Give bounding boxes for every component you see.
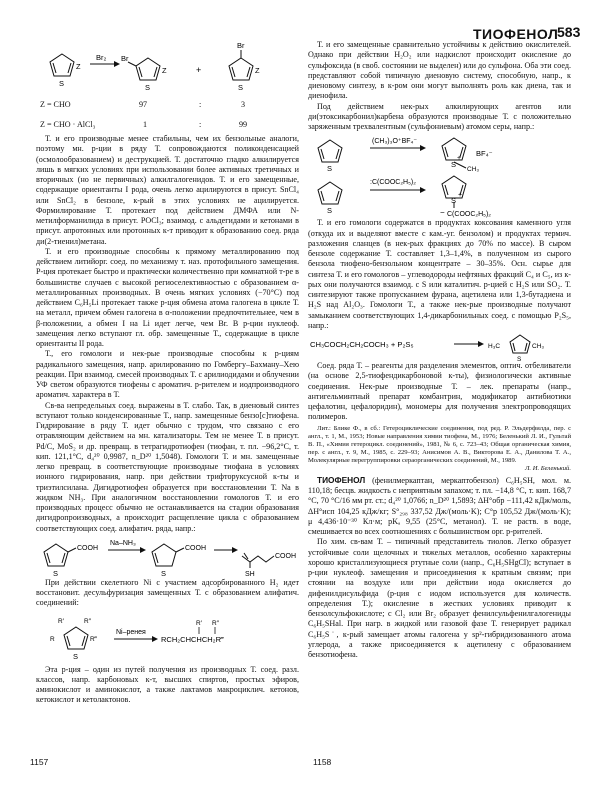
running-head-title: ТИОФЕНОЛ <box>473 26 559 42</box>
thiophene-r-double-prime: R″ <box>84 617 91 625</box>
row2-value-b: 99 <box>239 120 248 129</box>
bromination-reagent: Br₂ <box>96 53 107 62</box>
sulfonium-charge: + <box>457 155 462 163</box>
start-substituent-z: Z <box>76 62 81 71</box>
methyl-group: CH₃ <box>467 166 480 173</box>
left-column <box>36 40 299 706</box>
desulfurization-product: RCH₂CHCHCH₂R‴ <box>161 634 224 644</box>
svg-text:S: S <box>517 356 522 361</box>
bromination-structures <box>36 40 299 96</box>
thiophene-r: R <box>50 635 55 643</box>
paragraph-alkylation: Т. и его производные менее стабильны, чем их бензольные аналоги, поэтому мн. р-ции в ряду Т. сопровождаются поликонденсацией (осмолообразованием) и деструкцией. Т. достаточно гладко алкилируется лишь в мягких условиях при использовании более активных третичных и вторичных (но не первичных) алкилгалогенидов. Т. и его замещенные, содержащие ориентанты I рода, очень легко ацилируются в присут. SnCl₄ или SnCl₂ в бензоле, к-рый в этих условиях не ацилируется. Формилирование Т. протекает под действием ДМФА или N-метилформанилида в присут. POCl₃; взаимод. с альдегидами и кетонами в присут. апротонных или протонных к-т приводит к образованию соед. ряда ди(2-тиенил)метана. <box>36 134 299 246</box>
ylide-structures <box>308 172 571 218</box>
product-methyl-right: CH₃ <box>532 343 545 350</box>
paragraph-oxidation: Т. и его замещенные сравнительно устойчивы к действию окислителей. Однако при действии H₂O₂ или надкислот происходит окисление до сульфоксида (в своб. состоянии не выделен) или до сульфона. Оба эти соед. представляют собой типичную диеновую систему, способную, напр., к диеновому синтезу, в к-ром они могут выполнять роль как диена, так и диенофила. <box>308 40 571 101</box>
paragraph-desulfurization: При действии скелетного Ni с участием адсорбированного H₂ идет восстановит. десульфуризация замещенных Т. с образованием алифатич. соединений: <box>36 577 299 608</box>
svg-text:S: S <box>161 568 167 578</box>
plus-sign: + <box>196 65 202 75</box>
svg-text:S: S <box>327 164 333 173</box>
row1-label: Z = CHO <box>40 100 71 109</box>
footer-page-left: 1157 <box>30 757 49 767</box>
ylide-carbon-group: C(COOC₂H₅)₂ <box>447 211 492 219</box>
running-head-page-number: 583 <box>557 24 581 40</box>
row2-label: Z = CHO · AlCl₃ <box>40 120 96 129</box>
acid3-group: COOH <box>275 552 296 560</box>
reduction-scheme <box>36 534 299 578</box>
thiophene-methylation-start <box>318 140 342 162</box>
row1-separator: : <box>199 100 202 109</box>
reduction-reagent: Na–NH₃ <box>110 539 136 547</box>
paal-knorr-equation <box>308 331 571 361</box>
carbene-reagent: :C(COOC₂H₅)₂ <box>370 179 416 187</box>
paragraph-applications-synthesis: Эта р-ция – один из путей получения из производных Т. соед. разл. классов, напр. карбоновых к-т, высших спиртов, простых эфиров, аминокислот и аминокислот, а также лактамов макроциклич. кетонов, кетокислот и кетолактонов. <box>36 664 299 705</box>
entry-headword: ТИОФЕНОЛ <box>317 474 366 485</box>
paragraph-hydrogenation: Св-ва непредельных соед. выражены в Т. слабо. Так, в диеновый синтез вступают только конденсированные Т., напр. замещенные бензо[c]тиофена. Гидрирование в ряду Т. идет обычно с трудом, что связано с его отравляющим действием на мн. катализаторы. Тем не менее Т. в присут. Pd/C, MoS₂ и др. превращ. в тетрагидротиофен (тиофан, т. пл. −96,2°C, т. кип. 121,1°C, d₄²⁰ 0,9987, n_D²⁰ 1,5048). Гомологи Т. и мн. замещенные легко превращ. в соответствующие производные тиофана в условиях ионного гидрирования, напр. при действии трифторуксусной к-ты и триэтилсилана. Дигидротиофен образуется при восстановлении Т. Na в жидком NH₃. При аналогичном восстановлении гомологов Т. и его производных процесс обычно не останавливается на стадии образования дигидропроизводных, а происходит расщепление цикла с образованием соответствующих соед. алифатич. ряда, напр.: <box>36 400 299 533</box>
dimethylthiophene <box>510 335 530 353</box>
row2-value-a: 1 <box>143 120 148 129</box>
thiophene-ring-start <box>50 54 74 76</box>
methylation-reagent: (CH₃)₃O⁺BF₄⁻ <box>372 138 418 146</box>
isomer-ratio-table <box>36 96 299 134</box>
product-a-substituent-z: Z <box>162 66 167 75</box>
product-a-bromine: Br <box>121 54 129 63</box>
svg-text:S: S <box>451 160 457 170</box>
right-column <box>308 40 571 660</box>
entry-body: (фенилмеркаптан, меркаптобензол) C₆H₅SH, мол. м. 110,18; бесцв. жидкость с неприятным запахом; т. пл. −14,8 °C, т. кип. 168,7 °C, 70 °C/16 мм рт. ст.; d₄²⁰ 1,0766; n_D²⁰ 1,5893; ΔH°обр −111,42 кДж/моль, ΔH°исп 104,25 кДж/кг; S°₂₉₈ 337,52 Дж/(моль·K); C°p 105,52 Дж/(моль·K); μ 4,436·10⁻³⁰ Кл·м; pKₐ 9,55 (25°C, метанол). Т. не раств. в воде, смешивается во всех соотношениях с большинством орг. р-рителей. <box>308 475 572 537</box>
product-r-prime: R′ <box>196 619 202 627</box>
svg-text:S: S <box>145 83 151 92</box>
svg-text:S: S <box>327 206 333 216</box>
tetrasubstituted-thiophene <box>64 627 88 649</box>
thiophenol-entry <box>308 475 571 538</box>
paragraph-uses: Соед. ряда Т. – реагенты для разделения элементов, оптич. отбеливатели (на основе 2,5-тиофендикарбоновой к-ты), физиологически активные соединения. Нек-рые производные Т. – лек. препараты (напр., антигельминтный препарат комбантрин, модификатор антибиотики цефалотин, цефалоридин), мономеры для получения электропроводящих полимеров. <box>308 361 571 422</box>
open-chain-acid <box>242 553 274 568</box>
thiophene-r-prime: R′ <box>58 617 64 625</box>
svg-text:S: S <box>73 651 79 661</box>
bromination-scheme <box>36 40 299 96</box>
thiophene-ring-product-b <box>229 50 253 80</box>
desulfurization-scheme <box>36 609 299 665</box>
row1-value-b: 3 <box>241 100 246 109</box>
acid1-group: COOH <box>77 544 98 552</box>
paragraph-thiophenol-chemistry: По хим. св-вам Т. – типичный представитель тиолов. Легко образует устойчивые соли щелочных и тяжелых металлов, особенно характерны хорошо кристаллизующиеся ртутные соли (напр., C₆H₅SHgCl); вступает в р-ции нуклеоф. замещения и присоединения к кратным связям; при стоянии на воздухе или при действии иода окисляется до дифенилдисульфида (р-ция с иодом используется для количеств. определения Т.); окисление в жестких условиях приводит к бензолсульфокислоте; с Cl₂ или Br₂ образует фенилсульфенилгалогениды C₆H₅SHal. При нагр. в жидкой или газовой фазе Т. генерирует радикал C₆H₅S˙, к-рый замещает атомы галогена у sp²-гибридизованного атома углерода, а также присоединяется к ацетилену с образованием бензотиофена. <box>308 537 571 660</box>
thiophene-ring-product-a <box>128 58 160 80</box>
thiophene-r-triple-prime: R‴ <box>90 635 97 643</box>
dihydrothiophene-acid <box>152 544 184 566</box>
svg-text:S: S <box>59 79 65 88</box>
product-r-double-prime: R″ <box>212 619 219 627</box>
thiophene-ylide-start <box>318 182 342 204</box>
acid2-group: COOH <box>185 544 206 552</box>
svg-text:S: S <box>238 83 244 92</box>
row1-value-a: 97 <box>139 100 148 109</box>
product-methyl-left: H₃C <box>488 343 501 350</box>
equation-reactants: CH₃COCH₂CH₂COCH₃ + P₂S₅ <box>310 340 414 349</box>
ylide-plus-charge: + <box>458 192 463 200</box>
thiophene-carboxylic-acid <box>44 544 76 566</box>
tetrafluoroborate-anion: BF₄⁻ <box>476 149 493 159</box>
methylation-structures <box>308 132 571 172</box>
product-b-bromine: Br <box>237 41 245 50</box>
methylation-scheme <box>308 132 571 172</box>
paal-knorr-structures <box>308 331 571 361</box>
row2-separator: : <box>199 120 202 129</box>
product-b-substituent-z: Z <box>255 66 260 75</box>
footer-page-right: 1158 <box>313 757 332 767</box>
bibliography: Лит.: Блике Ф., в сб.: Гетероциклические соединения, под ред. Р. Эльдерфилда, пер. с англ., т. 1, М., 1953; Новые направления химии тиофена, М., 1976; Беленький Л. И., Гультай В. П., «Химия гетероцикл. соединений», 1981, № 6, с. 723–43; Общая органическая химия, пер. с англ., т. 9, М., 1985, с. 229–93; Анисимов А. В., Викторова Е. А., Данилова Т. А., Молекулярные перегруппировки сераорганических соединений, М., 1989. <box>308 424 571 464</box>
paragraph-radical-substitution: Т., его гомологи и нек-рые производные способны к р-циям радикального замещения, напр. арилированию по Гомбергу–Бахману–Хею реакции. При взаимод. смесей производных Т. с арилиодидами и облучении УФ светом образуются тиофены с ароматич. р-рителем и иодпроизводного ароматич. характера в Т. <box>36 349 299 400</box>
paragraph-sulfonium: Под действием нек-рых алкилирующих агентов или ди(этоксикарбонил)карбена образуются производные Т. с положительно заряженным трехвалентным (сульфониевым) атомом серы, напр.: <box>308 101 571 131</box>
paragraph-metalation: Т. и его производные способны к прямому металлированию под действием литийорг. соед. по механизму т. наз. протофильного замещения. Р-ция протекает быстро и практически количественно при комнатной т-ре в большинстве случаев с высокой региоселективностью с образованием α-металлированных производных. В очень мягких условиях (−70°C) под действием C₆H₅Li протекает также р-ция обмена атома галогена в цикле Т. на металл, причем обмен галогена в α-положении предпочтительнее, чем в β-положении, а обмен I на Li идет легче, чем Br. В р-ции нуклеоф. замещения легко вступают гл. обр. замещенные Т., содержащие в цикле ориентанты II рода. <box>36 246 299 348</box>
paragraph-occurrence-production: Т. и его гомологи содержатся в продуктах коксования каменного угля (откуда их и выделяют вместе с кам.-уг. бензолом) и продуктах термич. разложения сланцев (в нек-рых фракциях до 70% по массе). В сыром бензоле содержание Т. составляет 1,3–1,4%, в полученном из сырого бензола тиофено-бензольном концентрате – 30–35%. Осн. сырье для синтеза Т. и его гомологов – углеводороды нефтяных фракций C₄ и C₅, из к-рых они получаются взаимод. с S или каталитич. р-цией с H₂S или SO₂. Т. синтезируют также пропусканием фурана, ацетилена или 1,3-бутадиена и H₂S над Al₂O₃. Гомологи Т., а также нек-рые производные получают замыканием соответствующих 1,4-дикарбонильных соед. с помощью P₂S₅, напр.: <box>308 218 571 330</box>
ylide-minus-charge: − <box>440 208 445 218</box>
thiol-group: SH <box>245 570 255 578</box>
ylide-scheme <box>308 172 571 218</box>
svg-text:S: S <box>53 568 59 578</box>
desulfurization-structures <box>36 609 299 665</box>
reduction-structures <box>36 534 299 578</box>
desulfurization-reagent: Ni–ренея <box>116 628 146 636</box>
svg-text:S: S <box>451 196 457 206</box>
author-signature: Л. И. Беленький. <box>524 464 571 472</box>
